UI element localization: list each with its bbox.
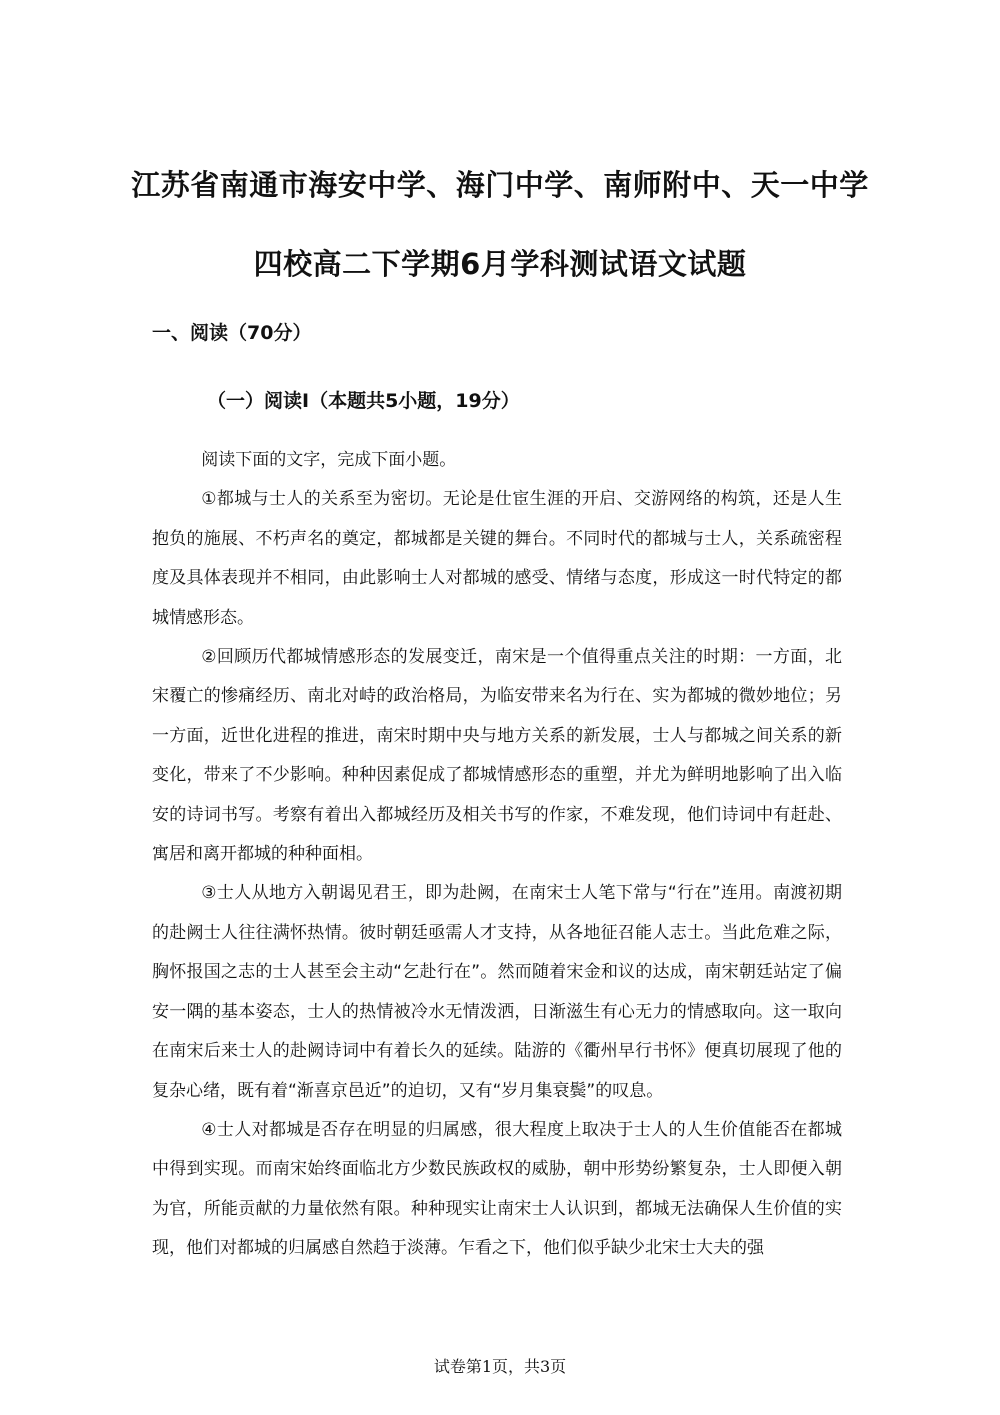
section-heading: 一、阅读（70分） [152, 322, 312, 344]
sub-heading: （一）阅读Ⅰ（本题共5小题，19分） [207, 390, 520, 412]
passage-paragraph-4: ④士人对都城是否存在明显的归属感，很大程度上取决于士人的人生价值能否在都城中得到实现。而南宋始终面临北方少数民族政权的威胁，朝中形势纷繁复杂，士人即便入朝为官，所能贡献的力量依然有限。种种现实让南宋士人认识到，都城无法确保人生价值的实现，他们对都城的归属感自然趋于淡薄。乍看之下，他们似乎缺少北宋士大夫的强 [152, 1119, 842, 1259]
passage-paragraph-3: ③士人从地方入朝谒见君王，即为赴阙，在南宋士人笔下常与“行在”连用。南渡初期的赴阙士人往往满怀热情。彼时朝廷亟需人才支持，从各地征召能人志士。当此危难之际，胸怀报国之志的士人甚至会主动“乞赴行在”。然而随着宋金和议的达成，南宋朝廷站定了偏安一隅的基本姿态，士人的热情被冷水无情泼洒，日渐滋生有心无力的情感取向。这一取向在南宋后来士人的赴阙诗词中有着长久的延续。陆游的《衢州早行书怀》便真切展现了他的复杂心绪，既有着“渐喜京邑近”的迫切，又有“岁月集衰鬓”的叹息。 [152, 883, 842, 1101]
reading-passage [152, 441, 842, 1269]
passage-intro: 阅读下面的文字，完成下面小题。 [201, 450, 457, 470]
passage-paragraph-1: ①都城与士人的关系至为密切。无论是仕宦生涯的开启、交游网络的构筑，还是人生抱负的施展、不朽声名的奠定，都城都是关键的舞台。不同时代的都城与士人，关系疏密程度及具体表现并不相同，由此影响士人对都城的感受、情绪与态度，形成这一时代特定的都城情感形态。 [152, 489, 842, 628]
page-footer: 试卷第1页，共3页 [433, 1357, 567, 1376]
passage-paragraph-2: ②回顾历代都城情感形态的发展变迁，南宋是一个值得重点关注的时期：一方面，北宋覆亡的惨痛经历、南北对峙的政治格局，为临安带来名为行在、实为都城的微妙地位；另一方面，近世化进程的推进，南宋时期中央与地方关系的新发展，士人与都城之间关系的新变化，带来了不少影响。种种因素促成了都城情感形态的重塑，并尤为鲜明地影响了出入临安的诗词书写。考察有着出入都城经历及相关书写的作家，不难发现，他们诗词中有赶赴、寓居和离开都城的种种面相。 [152, 647, 842, 865]
document-title-line-1: 江苏省南通市海安中学、海门中学、南师附中、天一中学 [131, 168, 869, 202]
document-title-line-2: 四校高二下学期6月学科测试语文试题 [253, 247, 747, 281]
